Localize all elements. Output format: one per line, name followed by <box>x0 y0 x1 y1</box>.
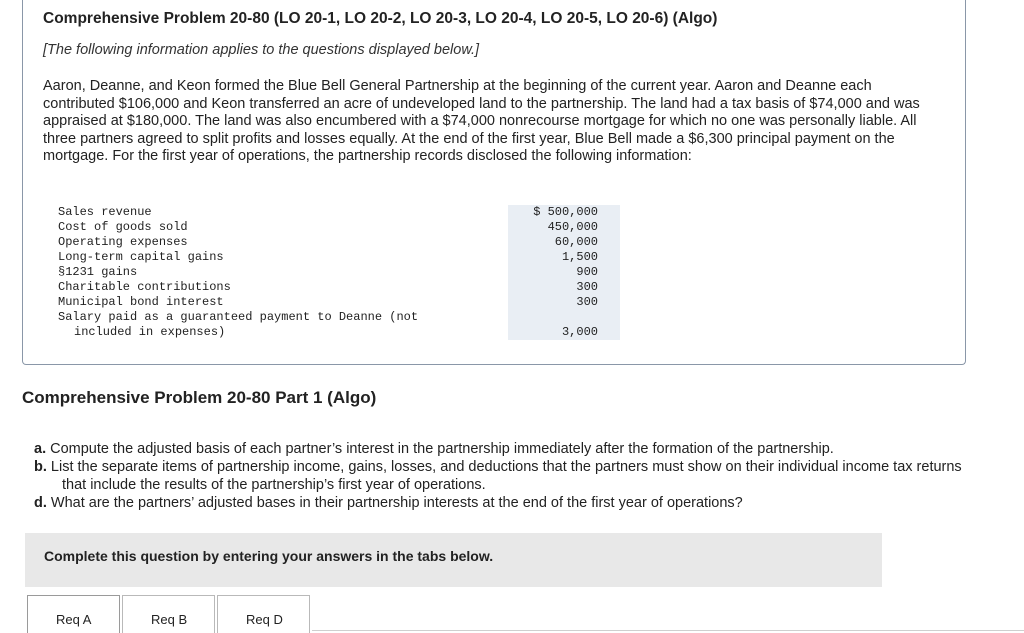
divider <box>312 630 1024 631</box>
applies-note: [The following information applies to the questions displayed below.] <box>43 42 480 58</box>
table-row <box>56 265 620 280</box>
question-letter: b. <box>34 459 47 475</box>
row-value: 60,000 <box>508 235 620 250</box>
row-value: 3,000 <box>508 310 620 340</box>
row-value: 1,500 <box>508 250 620 265</box>
question-letter: a. <box>34 441 47 457</box>
requirement-tabs <box>27 595 312 633</box>
row-label: Charitable contributions <box>58 280 231 294</box>
financial-data-table <box>56 205 620 340</box>
instructions-bar <box>25 533 882 587</box>
part-title: Comprehensive Problem 20-80 Part 1 (Algo) <box>22 388 377 407</box>
row-label: Municipal bond interest <box>58 295 224 309</box>
table-row <box>56 295 620 310</box>
row-label: Sales revenue <box>58 205 152 219</box>
instructions-text: Complete this question by entering your answers in the tabs below. <box>44 548 494 564</box>
table-row <box>56 220 620 235</box>
row-value: 900 <box>508 265 620 280</box>
row-value: $ 500,000 <box>508 205 620 220</box>
row-label: Operating expenses <box>58 235 188 249</box>
question-text: What are the partners’ adjusted bases in their partnership interests at the end of the first year of operations? <box>50 495 743 511</box>
question-letter: d. <box>34 495 47 511</box>
table-row <box>56 250 620 265</box>
row-label-line1: Salary paid as a guaranteed payment to Deanne (not <box>58 310 419 324</box>
table-row <box>56 205 620 220</box>
question-item <box>30 440 980 458</box>
table-row <box>56 310 620 340</box>
row-value: 300 <box>508 280 620 295</box>
row-label-line2: included in expenses) <box>74 325 226 339</box>
question-text: List the separate items of partnership income, gains, losses, and deductions that the partners must show on their individual income tax returns that include the results of the partnership’s first year of operations. <box>50 459 962 493</box>
scenario-text: Aaron, Deanne, and Keon formed the Blue Bell General Partnership at the beginning of the current year. Aaron and Deanne each contributed $106,000 and Keon transferred an acre of undeveloped land to the partnership. The land had a tax basis of $74,000 and was appraised at $180,000. The land was also encumbered with a $74,000 nonrecourse mortgage for which no one was personally liable. All three partners agreed to split profits and losses equally. At the end of the first year, Blue Bell made a $6,300 principal payment on the mortgage. For the first year of operations, the partnership records disclosed the following information: <box>43 78 920 164</box>
question-list <box>30 440 980 512</box>
table-row <box>56 280 620 295</box>
row-value: 300 <box>508 295 620 310</box>
table-row <box>56 235 620 250</box>
problem-title: Comprehensive Problem 20-80 (LO 20-1, LO 20-2, LO 20-3, LO 20-4, LO 20-5, LO 20-6) (Algo) <box>43 10 718 27</box>
row-label: §1231 gains <box>58 265 138 279</box>
tab-req-a[interactable]: Req A <box>27 595 120 633</box>
row-label: Cost of goods sold <box>58 220 188 234</box>
row-label <box>56 310 508 340</box>
question-text: Compute the adjusted basis of each partner’s interest in the partnership immediately after the formation of the partnership. <box>50 441 834 457</box>
tab-req-b[interactable]: Req B <box>122 595 215 633</box>
tab-req-d[interactable]: Req D <box>217 595 310 633</box>
question-item <box>30 494 980 512</box>
row-label: Long-term capital gains <box>58 250 224 264</box>
row-value: 450,000 <box>508 220 620 235</box>
question-item <box>30 458 980 494</box>
